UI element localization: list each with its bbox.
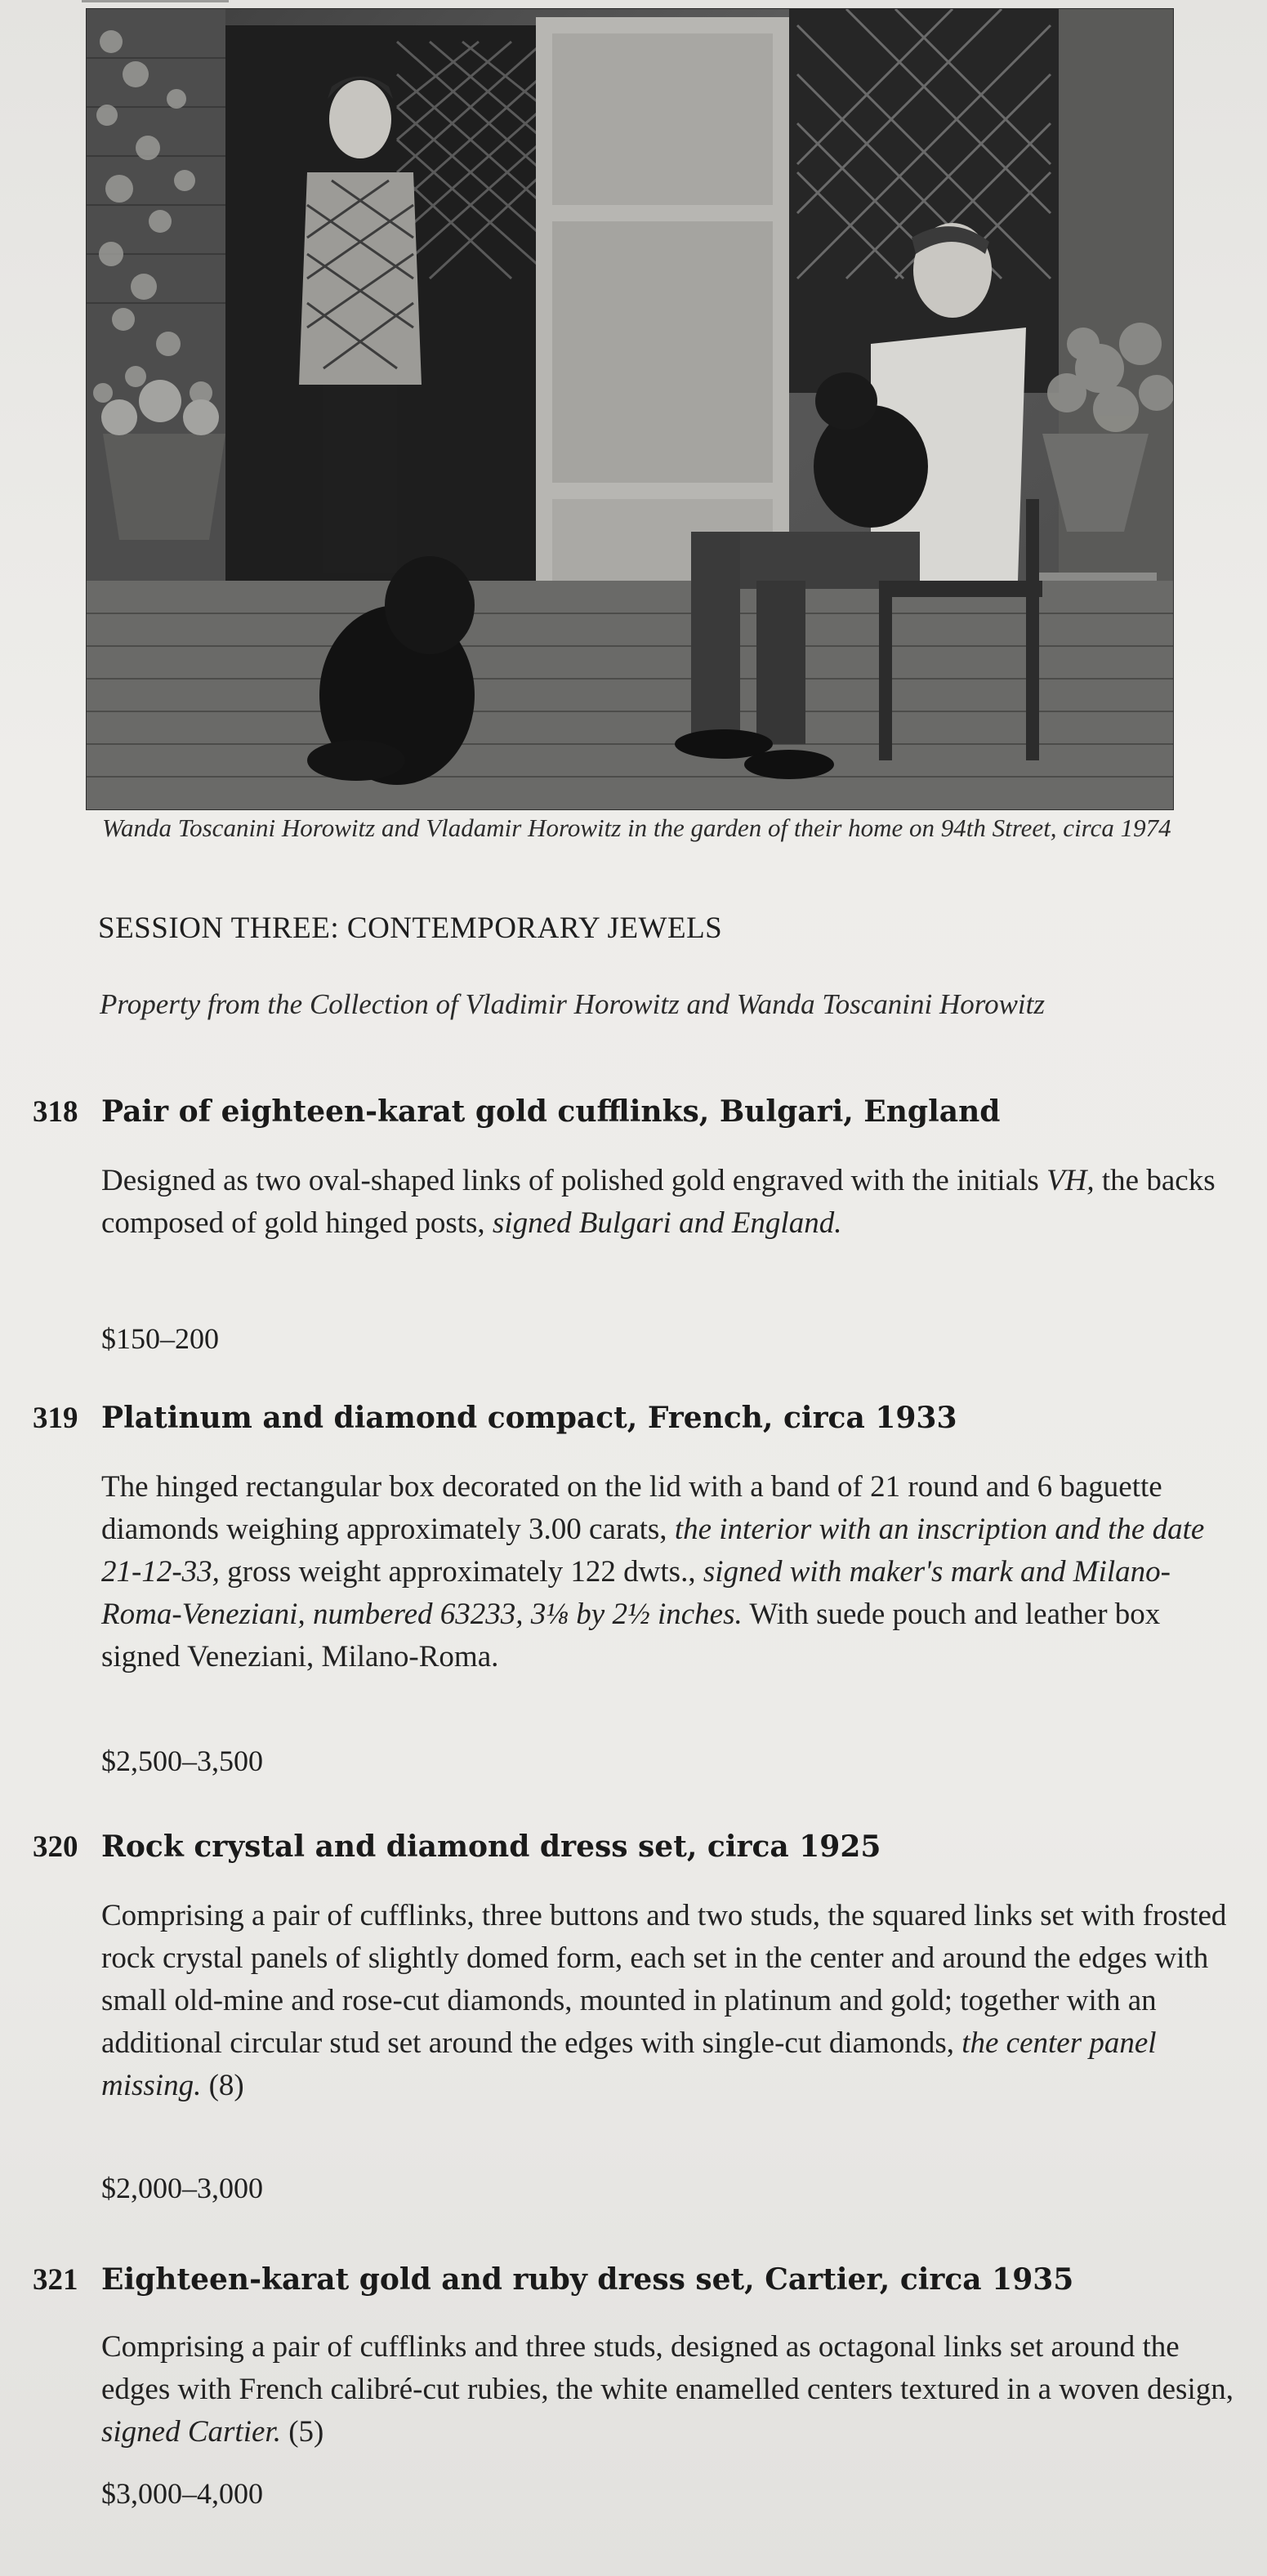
- lot-estimate: $2,500–3,500: [101, 1745, 263, 1777]
- garden-photograph: [86, 8, 1174, 810]
- desc-text: Comprising a pair of cufflinks, three buttons and two studs, the squared links set with frosted rock crystal panels of slightly domed form, each set in the center and around the edges with small old-mine and rose-cut diamonds, mounted in platinum and gold; together with an additional circular stud set around the edges with single-cut diamonds,: [101, 1899, 1227, 2060]
- lot-description: [101, 1895, 1241, 2107]
- lot-estimate: $3,000–4,000: [101, 2477, 263, 2510]
- lot-number: 321: [33, 2263, 78, 2297]
- lot-number: 318: [33, 1095, 78, 1129]
- lot-description: [101, 1466, 1241, 1678]
- desc-text: (5): [280, 2415, 324, 2449]
- session-heading: SESSION THREE: CONTEMPORARY JEWELS: [98, 911, 723, 945]
- lot-number: 319: [33, 1402, 78, 1435]
- lot-description: [101, 2326, 1241, 2453]
- desc-text: The hinged rectangular box decorated on the lid with a band of 21 round and 6 baguette diamonds weighing approximately 3.00 carats,: [101, 1470, 1162, 1546]
- lot-title: Platinum and diamond compact, French, circa 1933: [101, 1401, 957, 1435]
- desc-italic: VH,: [1046, 1164, 1095, 1197]
- desc-italic: signed with maker's mark and Milano-Roma-Veneziani, numbered 63233, 3⅛ by 2½ inches.: [101, 1555, 1171, 1631]
- photo-caption: Wanda Toscanini Horowitz and Vladamir Horowitz in the garden of their home on 94th Street, circa 1974: [102, 813, 1171, 842]
- lot-title: Pair of eighteen-karat gold cufflinks, Bulgari, England: [101, 1094, 1001, 1129]
- desc-text: gross weight approximately 122 dwts.,: [219, 1555, 703, 1589]
- lot-title: Eighteen-karat gold and ruby dress set, Cartier, circa 1935: [101, 2262, 1074, 2297]
- desc-italic: the interior with an inscription and the date 21-12-33,: [101, 1513, 1205, 1589]
- lot-estimate: $150–200: [101, 1322, 219, 1355]
- desc-italic: signed Cartier.: [101, 2415, 281, 2449]
- lot-number: 320: [33, 1830, 78, 1864]
- lot-title: Rock crystal and diamond dress set, circa 1925: [101, 1829, 881, 1864]
- lot-estimate: $2,000–3,000: [101, 2172, 263, 2204]
- lot-description: [101, 1160, 1241, 1245]
- photo-illustration: [87, 9, 1173, 809]
- desc-text: (8): [201, 2069, 244, 2102]
- desc-text: the backs composed of gold hinged posts,: [101, 1164, 1216, 1240]
- provenance-line: Property from the Collection of Vladimir Horowitz and Wanda Toscanini Horowitz: [100, 988, 1045, 1020]
- desc-italic: the center panel missing.: [101, 2026, 1157, 2102]
- top-rule: [82, 0, 229, 2]
- desc-text: Designed as two oval-shaped links of polished gold engraved with the initials: [101, 1164, 1047, 1197]
- desc-text: Comprising a pair of cufflinks and three studs, designed as octagonal links set around the edges with French calibré-cut rubies, the white enamelled centers textured in a woven design,: [101, 2330, 1234, 2406]
- desc-text: With suede pouch and leather box signed Veneziani, Milano-Roma.: [101, 1598, 1161, 1674]
- desc-italic: signed Bulgari and England.: [492, 1206, 842, 1240]
